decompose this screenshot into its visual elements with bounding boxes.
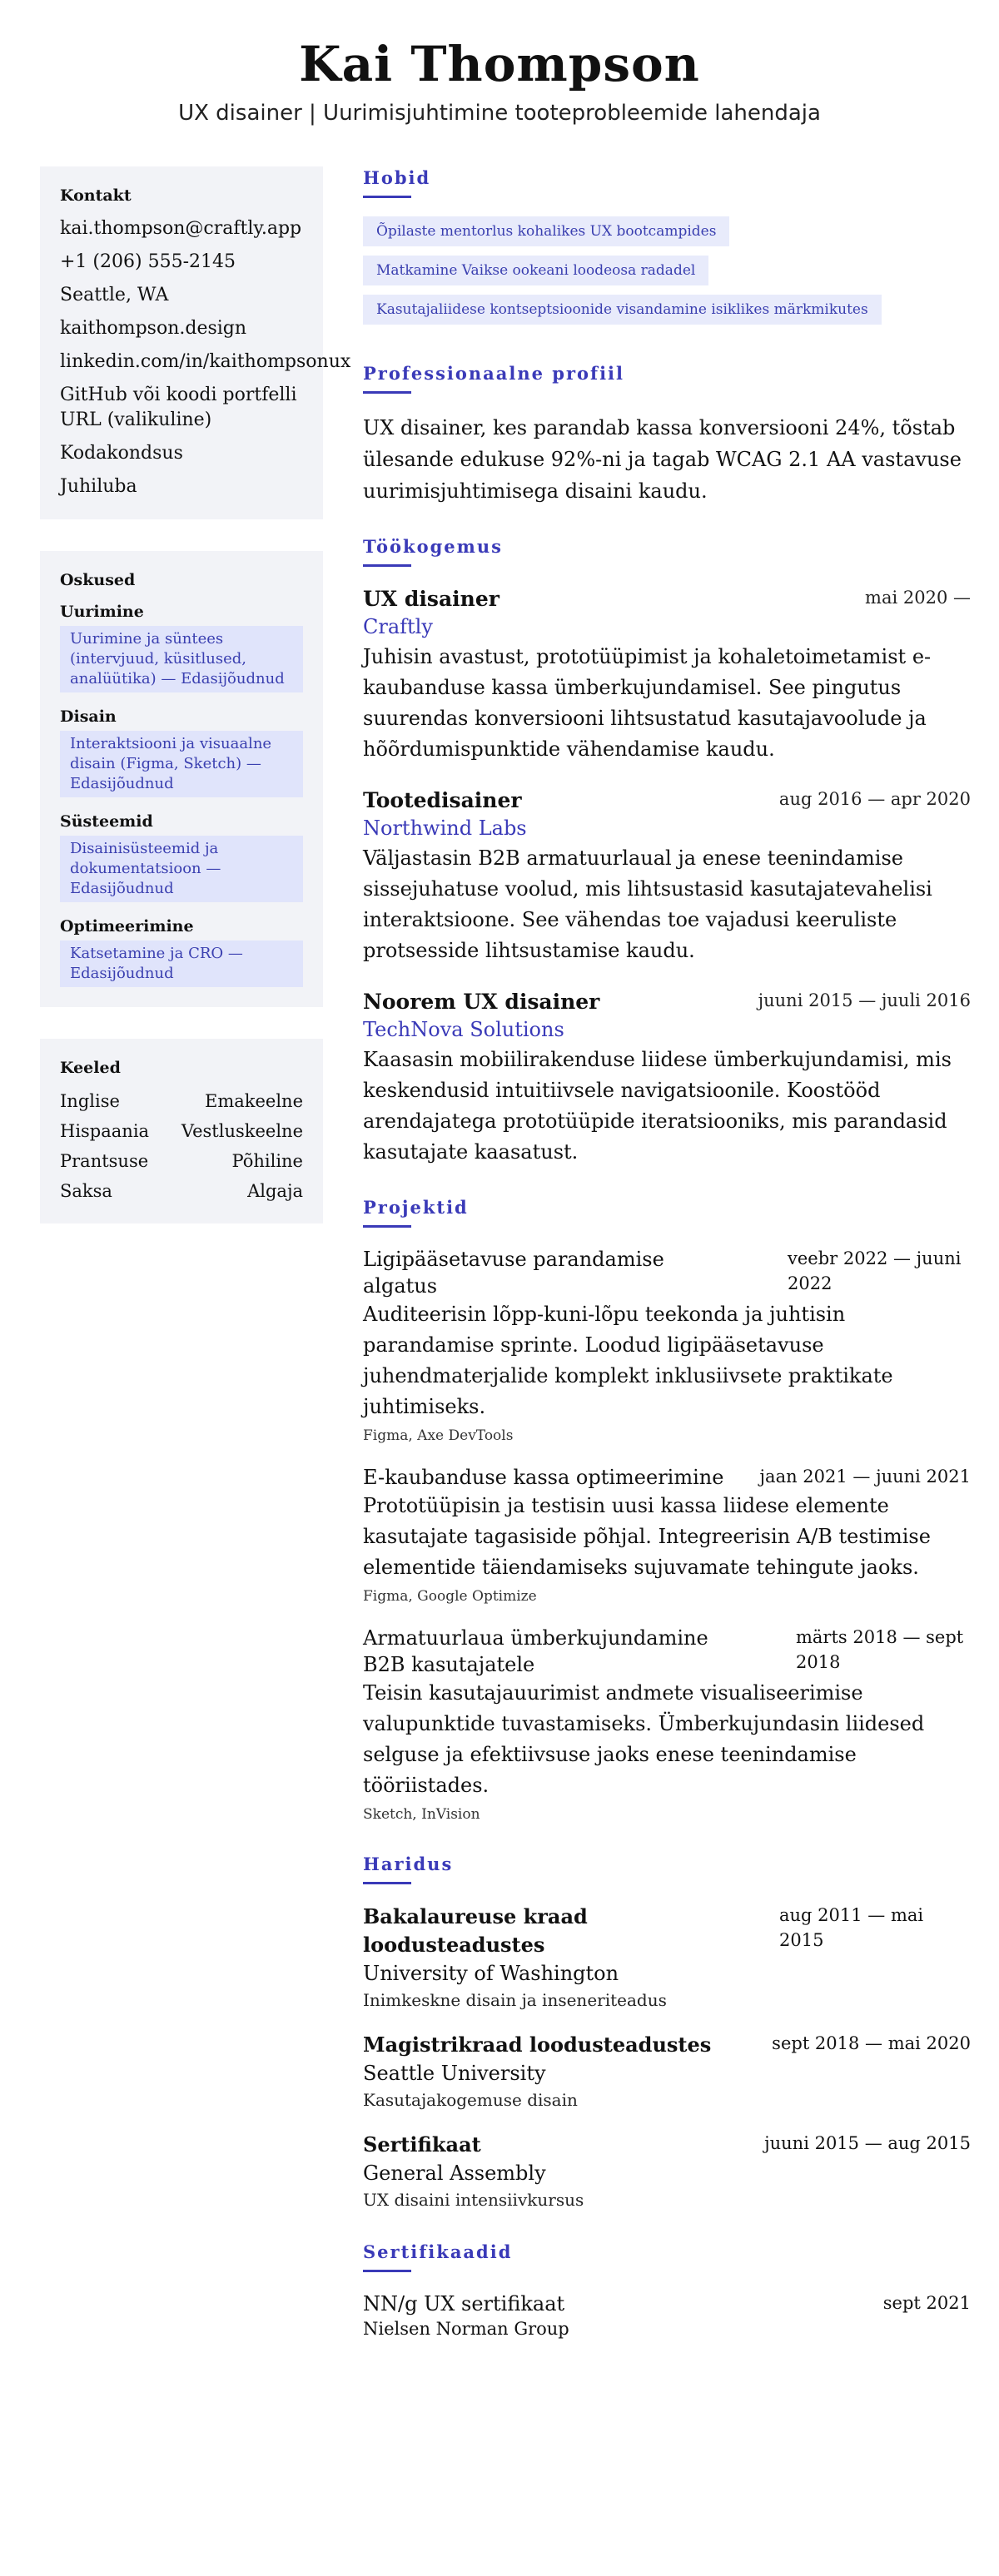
job-description: Kaasasin mobiilirakenduse liidese ümberkujundamisi, mis keskendusid intuitiivsele navigatsioonile. Koostööd arendajatega prototüüpide iteratsiooniks, mis parandasid kasutajate kaasatust. bbox=[363, 1048, 952, 1164]
language-level: Emakeelne bbox=[204, 1091, 303, 1111]
project-name: E-kaubanduse kassa optimeerimine bbox=[363, 1466, 724, 1489]
skills-card bbox=[40, 551, 323, 1007]
skills-title: Oskused bbox=[60, 571, 136, 589]
section-divider bbox=[363, 391, 411, 394]
project-name: Ligipääsetavuse parandamise algatus bbox=[363, 1248, 664, 1298]
field-of-study: UX disaini intensiivkursus bbox=[363, 2190, 584, 2210]
project-entry bbox=[363, 1625, 971, 1824]
section-divider bbox=[363, 196, 411, 198]
project-dates: veebr 2022 — juuni 2022 bbox=[788, 1248, 962, 1293]
language-name: Inglise bbox=[60, 1091, 120, 1111]
interest-chip: Kasutajaliidese kontseptsioonide visandamine isiklikes märkmikutes bbox=[363, 295, 882, 325]
interests-section bbox=[363, 166, 971, 334]
education-section bbox=[363, 1853, 971, 2212]
project-entry bbox=[363, 1246, 971, 1446]
education-entry bbox=[363, 2031, 971, 2112]
project-description: Auditeerisin lõpp-kuni-lõpu teekonda ja juhtisin parandamise sprinte. Loodud ligipääsetavuse juhendmaterjalide komplekt inklusiivsete praktikate juhtimiseks. bbox=[363, 1303, 893, 1418]
job-description: Väljastasin B2B armatuurlaual ja enese teenindamise sissejuhatuse voolud, mis lihtsustasid kasutajatevahelisi interaktsioone. See vähendas toe vajadusi keeruliste protsesside lihtsustamise kaudu. bbox=[363, 846, 932, 962]
certification-name: NN/g UX sertifikaat bbox=[363, 2292, 565, 2315]
skill-chip: Uurimine ja süntees (intervjuud, küsitlused, analüütika) — Edasijõudnud bbox=[60, 626, 303, 692]
degree-name: Sertifikaat bbox=[363, 2132, 481, 2157]
language-row bbox=[60, 1179, 303, 1204]
skill-group-name: Süsteemid bbox=[60, 812, 153, 831]
languages-title: Keeled bbox=[60, 1059, 121, 1077]
project-dates: jaan 2021 — juuni 2021 bbox=[759, 1467, 971, 1487]
experience-entry bbox=[363, 585, 971, 765]
project-tools: Figma, Google Optimize bbox=[363, 1588, 537, 1605]
projects-section bbox=[363, 1196, 971, 1824]
interests-list bbox=[363, 216, 971, 334]
degree-name: Magistrikraad loodusteadustes bbox=[363, 2033, 712, 2057]
contact-location: Seattle, WA bbox=[60, 285, 169, 305]
project-description: Teisin kasutajauurimist andmete visualiseerimise valupunktide tuvastamiseks. Ümberkujundasin liidesed selguse ja efektiivsuse jaoks enese teenindamise tööriistades. bbox=[363, 1681, 925, 1797]
language-level: Algaja bbox=[247, 1181, 303, 1201]
skill-group-name: Disain bbox=[60, 707, 117, 726]
field-of-study: Inimkeskne disain ja inseneriteadus bbox=[363, 1990, 667, 2010]
experience-entry bbox=[363, 988, 971, 1168]
contact-github: GitHub või koodi portfelli URL (valikuline) bbox=[60, 385, 297, 430]
language-level: Põhiline bbox=[231, 1151, 303, 1171]
certifications-section bbox=[363, 2241, 971, 2340]
resume-header bbox=[0, 0, 999, 128]
language-level: Vestluskeelne bbox=[181, 1121, 303, 1141]
section-title: Töökogemus bbox=[363, 536, 503, 557]
language-name: Hispaania bbox=[60, 1121, 150, 1141]
skill-chip: Katsetamine ja CRO — Edasijõudnud bbox=[60, 941, 303, 987]
education-dates: aug 2011 — mai 2015 bbox=[779, 1905, 924, 1950]
interest-chip: Matkamine Vaikse ookeani loodeosa radadel bbox=[363, 256, 708, 285]
section-divider bbox=[363, 1882, 411, 1884]
contact-card bbox=[40, 166, 351, 519]
education-dates: juuni 2015 — aug 2015 bbox=[764, 2133, 971, 2153]
language-row bbox=[60, 1119, 303, 1144]
education-entry bbox=[363, 2131, 971, 2212]
project-dates: märts 2018 — sept 2018 bbox=[796, 1627, 964, 1672]
skill-group-name: Optimeerimine bbox=[60, 917, 194, 936]
project-tools: Sketch, InVision bbox=[363, 1806, 480, 1823]
contact-title: Kontakt bbox=[60, 186, 132, 205]
school-name: General Assembly bbox=[363, 2162, 546, 2185]
contact-email[interactable]: kai.thompson@craftly.app bbox=[60, 218, 302, 239]
certification-date: sept 2021 bbox=[882, 2293, 971, 2313]
section-divider bbox=[363, 2270, 411, 2272]
language-name: Prantsuse bbox=[60, 1151, 149, 1171]
section-title: Professionaalne profiil bbox=[363, 363, 625, 384]
languages-card bbox=[40, 1039, 323, 1223]
skill-chip: Disainisüsteemid ja dokumentatsioon — Edasijõudnud bbox=[60, 836, 303, 902]
language-row bbox=[60, 1149, 303, 1174]
company-name: Northwind Labs bbox=[363, 816, 527, 840]
profile-section bbox=[363, 362, 971, 507]
candidate-name: Kai Thompson bbox=[299, 36, 700, 92]
job-dates: mai 2020 — bbox=[865, 588, 971, 608]
section-title: Projektid bbox=[363, 1197, 469, 1218]
main-column bbox=[363, 166, 971, 2340]
contact-drivers-license: Juhiluba bbox=[60, 476, 137, 497]
resume-body bbox=[40, 166, 971, 2340]
education-dates: sept 2018 — mai 2020 bbox=[772, 2033, 971, 2053]
project-name: Armatuurlaua ümberkujundamine B2B kasutajatele bbox=[363, 1626, 708, 1676]
degree-name: Bakalaureuse kraad loodusteadustes bbox=[363, 1904, 588, 1957]
company-name: Craftly bbox=[363, 615, 433, 638]
section-divider bbox=[363, 1225, 411, 1228]
section-title: Sertifikaadid bbox=[363, 2241, 513, 2262]
education-entry bbox=[363, 1903, 971, 2013]
section-title: Hobid bbox=[363, 167, 431, 188]
language-name: Saksa bbox=[60, 1181, 112, 1201]
certification-entry bbox=[363, 2291, 971, 2340]
experience-section bbox=[363, 535, 971, 1168]
school-name: University of Washington bbox=[363, 1962, 619, 1985]
contact-website[interactable]: kaithompson.design bbox=[60, 318, 247, 339]
company-name: TechNova Solutions bbox=[363, 1018, 564, 1041]
project-description: Prototüüpisin ja testisin uusi kassa liidese elemente kasutajate tagasiside põhjal. Integreerisin A/B testimise elementide täiendamiseks sujuvamate tehingute jaoks. bbox=[363, 1494, 931, 1579]
language-row bbox=[60, 1089, 303, 1114]
skill-group-name: Uurimine bbox=[60, 603, 144, 621]
contact-citizenship: Kodakondsus bbox=[60, 443, 183, 464]
project-tools: Figma, Axe DevTools bbox=[363, 1427, 514, 1444]
skill-chip: Interaktsiooni ja visuaalne disain (Figma, Sketch) — Edasijõudnud bbox=[60, 731, 303, 797]
contact-linkedin[interactable]: linkedin.com/in/kaithompsonux bbox=[60, 351, 351, 372]
job-title: Tootedisainer bbox=[363, 788, 522, 812]
experience-entry bbox=[363, 787, 971, 966]
job-description: Juhisin avastust, prototüüpimist ja kohaletoimetamist e-kaubanduse kassa ümberkujundamisel. See pingutus suurendas konversiooni lihtsustatud kasutajavoolude ja hõõrdumispunktide vähendamise kaudu. bbox=[363, 645, 932, 761]
section-title: Haridus bbox=[363, 1854, 454, 1874]
school-name: Seattle University bbox=[363, 2062, 546, 2085]
candidate-headline: UX disainer | Uurimisjuhtimine tooteprobleemide lahendaja bbox=[178, 101, 821, 126]
section-divider bbox=[363, 564, 411, 567]
contact-phone[interactable]: +1 (206) 555-2145 bbox=[60, 251, 236, 272]
project-entry bbox=[363, 1464, 971, 1606]
sidebar bbox=[40, 166, 351, 2340]
job-dates: juuni 2015 — juuli 2016 bbox=[758, 990, 971, 1010]
interest-chip: Õpilaste mentorlus kohalikes UX bootcampides bbox=[363, 216, 729, 246]
job-title: Noorem UX disainer bbox=[363, 990, 600, 1014]
job-title: UX disainer bbox=[363, 587, 500, 611]
profile-summary: UX disainer, kes parandab kassa konversiooni 24%, tõstab ülesande edukuse 92%-ni ja tagab WCAG 2.1 AA vastavuse uurimisjuhtimisega disaini kaudu. bbox=[363, 416, 962, 503]
job-dates: aug 2016 — apr 2020 bbox=[778, 789, 971, 809]
field-of-study: Kasutajakogemuse disain bbox=[363, 2090, 578, 2110]
certification-issuer: Nielsen Norman Group bbox=[363, 2319, 569, 2339]
